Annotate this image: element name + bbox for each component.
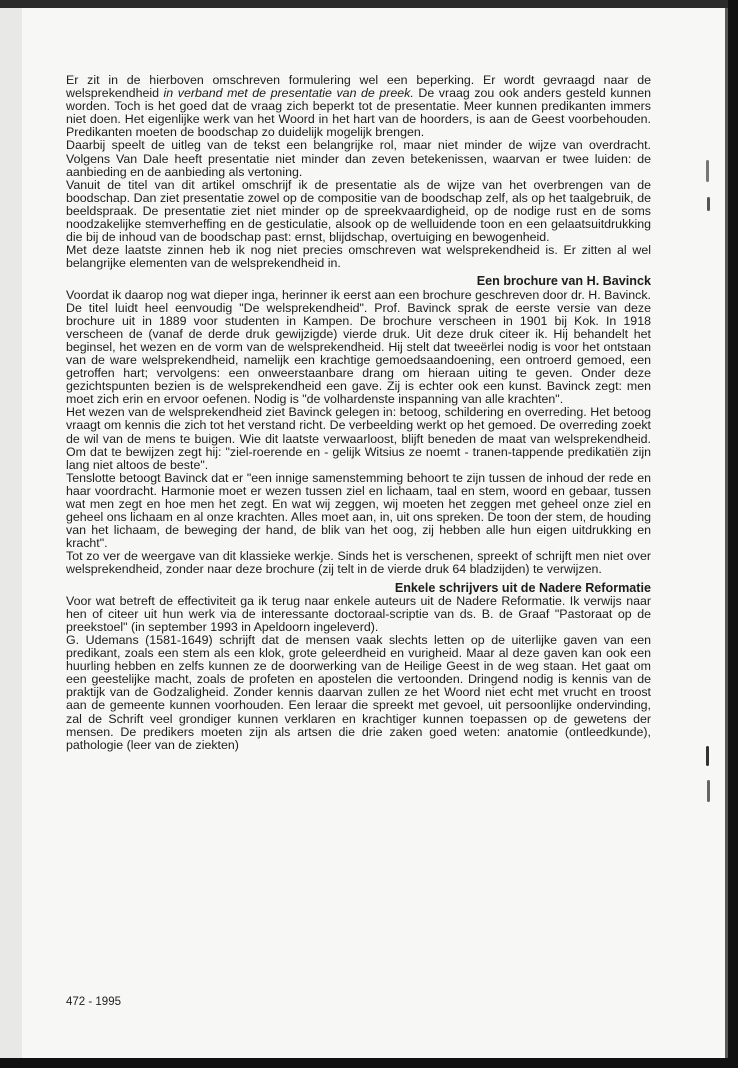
paragraph: Tenslotte betoogt Bavinck dat er "een innige samenstemming behoort te zijn tussen de inhoud der rede en haar voordracht. Harmonie moet er wezen tussen ziel en lichaam, taal en stem, woord en gebaar, tussen wat men zegt en hoe men het zegt. En wat wij zeggen, wij moeten het zeggen met geheel onze ziel en geheel ons lichaam en al onze krachten. Alles moet aan, in, uit ons spreken. De toon der stem, de houding van het lichaam, de beweging der hand, de blik van het oog, zij hebben alle hun eigen uitdrukking en kracht". <box>66 470 651 551</box>
margin-mark <box>706 160 709 182</box>
scan-top-edge <box>0 0 738 8</box>
margin-mark <box>706 746 709 766</box>
scan-left-edge <box>0 0 22 1068</box>
paragraph: G. Udemans (1581-1649) schrijft dat de mensen vaak slechts letten op de uiterlijke gaven van een predikant, zoals een stem als een klok, grote geleerdheid en vurigheid. Maar al deze gaven kan ook een huurling hebben en zelfs kunnen ze de doorwerking van de Heilige Geest in de weg staan. Het gaat om een geestelijke macht, zoals de profeten en apostelen die vertoonden. Dringend nodig is kennis van de praktijk van de Godzaligheid. Zonder kennis daarvan zullen ze het Woord niet echt met vrucht en troost aan de gemeente kunnen voorhouden. Een leraar die spreekt met gevoel, uit persoonlijke ondervinding, zal de Schrift veel grondiger kunnen verklaren en krachtiger kunnen toepassen op de gewetens der mensen. De predikers moeten zijn als artsen die drie zaken goed weten: anatomie (ontleedkunde), pathologie (leer van de ziekten) <box>66 632 651 752</box>
paragraph: Het wezen van de welsprekendheid ziet Bavinck gelegen in: betoog, schildering en overreding. Het betoog vraagt om kennis die zich tot het verstand richt. De verbeelding werkt op het gemoed. De overreding zoekt de wil van de mens te buigen. Wie dit laatste verwaarloost, blijft beneden de maat van welsprekendheid. Om dat te bewijzen zegt hij: "ziel-roerende en - gelijk Witsius ze noemt - tranen-tappende predikatiën zijn lang niet altoos de beste". <box>66 405 651 472</box>
paragraph: Daarbij speelt de uitleg van de tekst een belangrijke rol, maar niet minder de wijze van overdracht. Volgens Van Dale heeft presentatie niet minder dan zeven betekenissen, waarvan er twee luiden: de aanbieding en de aanbieding als vertoning. <box>66 138 651 179</box>
page-footer: 472 - 1995 <box>66 996 121 1008</box>
paragraph: Voor wat betreft de effectiviteit ga ik terug naar enkele auteurs uit de Nadere Reformatie. Ik verwijs naar hen of citeer uit hun werk via de interessante doctoraal-scriptie van ds. B. de Graaf "Pastoraat op de preekstoel" (in september 1993 in Apeldoorn ingeleverd). <box>66 593 651 634</box>
section-heading: Enkele schrijvers uit de Nadere Reformatie <box>394 580 651 595</box>
section-heading: Een brochure van H. Bavinck <box>476 274 651 289</box>
article-body <box>66 74 651 752</box>
paragraph: Voordat ik daarop nog wat dieper inga, herinner ik eerst aan een brochure geschreven door dr. H. Bavinck. De titel luidt heel eenvoudig "De welsprekendheid". Prof. Bavinck sprak de eerste versie van deze brochure uit in 1889 voor studenten in Kampen. De brochure verscheen in 1901 bij Kok. In 1918 verscheen de (vanaf de derde druk gewijzigde) vierde druk. Uit deze druk citeer ik. Hij behandelt het beginsel, het wezen en de vorm van de welsprekendheid. Hij stelt dat tweeërlei nodig is voor het ontstaan van de ware welsprekendheid, namelijk een krachtige gemoedsaandoening, een ontroerd gemoed, een getroffen hart; vervolgens: een onweerstaanbare drang om hieraan uiting te geven. Onder deze gezichtspunten bezien is de welsprekendheid een gave. Zij is echter ook een kunst. Bavinck zegt: men moet zich erin en ervoor oefenen. Nodig is "de volhardenste inspanning van alle krachten". <box>66 287 651 407</box>
margin-mark <box>707 780 710 802</box>
paragraph: Met deze laatste zinnen heb ik nog niet precies omschreven wat welsprekendheid is. Er zitten al wel belangrijke elementen van de welsprekendheid in. <box>66 243 651 271</box>
paragraph: Vanuit de titel van dit artikel omschrijf ik de presentatie als de wijze van het overbrengen van de boodschap. Dan ziet presentatie zowel op de compositie van de boodschap zelf, als op het taalgebruik, de beeldspraak. De presentatie ziet niet minder op de spreekvaardigheid, op de nodige rust en de soms noodzakelijke stemverheffing en de gesticulatie, alsook op de welluidende toon en een gelaatsuitdrukking die bij de inhoud van de boodschap past: ernst, blijdschap, overtuiging en bewogenheid. <box>66 177 651 245</box>
italic-phrase: in verband met de presentatie van de preek. <box>163 86 414 101</box>
paragraph: Tot zo ver de weergave van dit klassieke werkje. Sinds het is verschenen, spreekt of schrijft men niet over welsprekendheid, zonder naar deze brochure (zij telt in de vierde druk 64 bladzijden) te verwijzen. <box>66 549 651 577</box>
paragraph: Er zit in de hierboven omschreven formulering wel een beperking. Er wordt gevraagd naar de welsprekendheid in verband met de presentatie van de preek. De vraag zou ook anders gesteld kunnen worden. Toch is het goed dat de vraag zich beperkt tot de presentatie. Meer kunnen predikanten immers niet doen. Het eigenlijke werk van het Woord in het hart van de hoorders, is aan de Geest voorbehouden. Predikanten moeten de boodschap zo duidelijk mogelijk brengen. <box>66 73 651 140</box>
margin-mark <box>707 197 710 211</box>
scan-bottom-edge <box>0 1058 738 1068</box>
scan-right-edge <box>728 0 738 1068</box>
